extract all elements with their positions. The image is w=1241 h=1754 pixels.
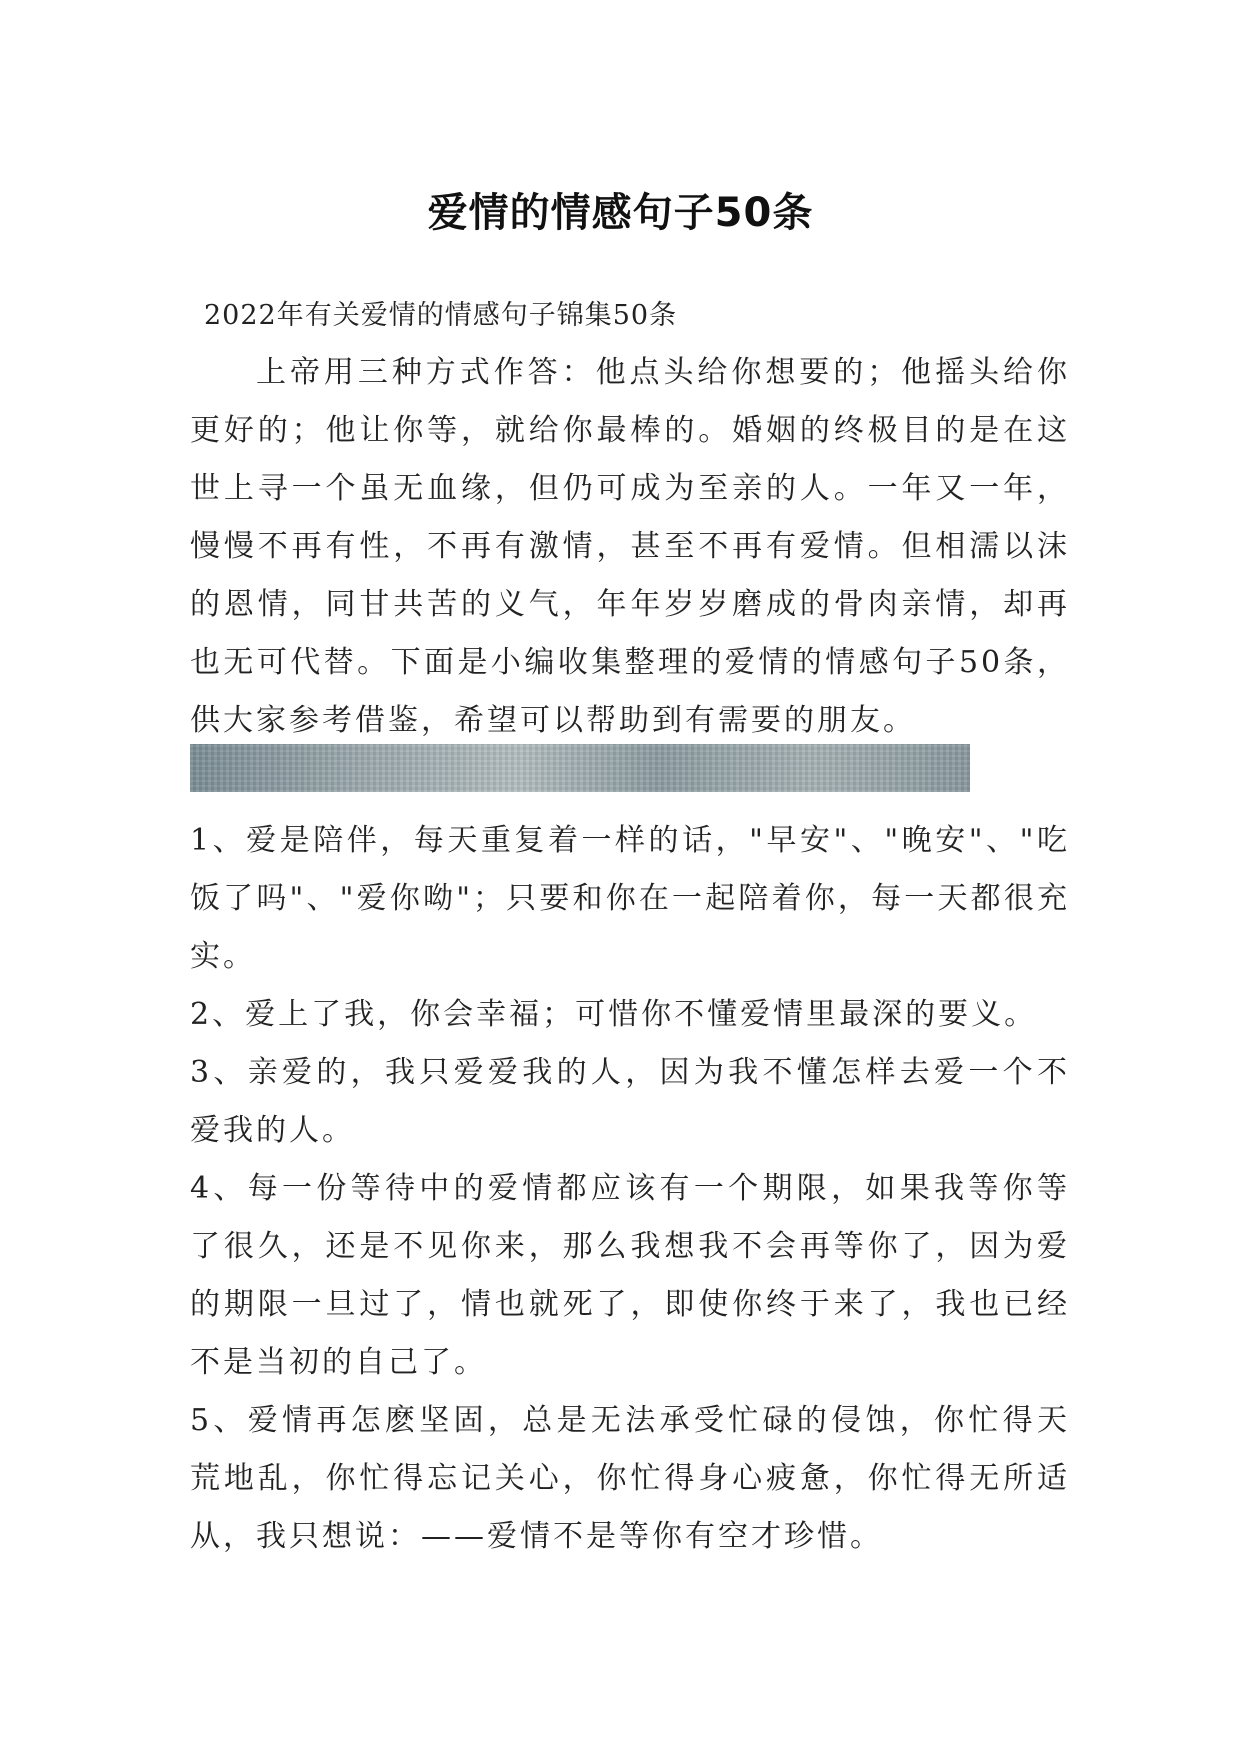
document-title: 爱情的情感句子50条: [427, 189, 814, 236]
quote-list: [190, 812, 1070, 1566]
decorative-banner-image: [190, 744, 970, 792]
list-item: 4、每一份等待中的爱情都应该有一个期限，如果我等你等了很久，还是不见你来，那么我想我不会再等你了，因为爱的期限一旦过了，情也就死了，即使你终于来了，我也已经不是当初的自己了。: [190, 1171, 1070, 1380]
list-item: 5、爱情再怎麽坚固，总是无法承受忙碌的侵蚀，你忙得天荒地乱，你忙得忘记关心，你忙得身心疲惫，你忙得无所适从，我只想说：——爱情不是等你有空才珍惜。: [190, 1403, 1070, 1554]
intro-paragraph: 上帝用三种方式作答：他点头给你想要的；他摇头给你更好的；他让你等，就给你最棒的。婚姻的终极目的是在这世上寻一个虽无血缘，但仍可成为至亲的人。一年又一年，慢慢不再有性，不再有激情，甚至不再有爱情。但相濡以沫的恩情，同甘共苦的义气，年年岁岁磨成的骨肉亲情，却再也无可代替。下面是小编收集整理的爱情的情感句子50条，供大家参考借鉴，希望可以帮助到有需要的朋友。: [190, 355, 1070, 738]
list-item: 3、亲爱的，我只爱爱我的人，因为我不懂怎样去爱一个不爱我的人。: [190, 1055, 1070, 1148]
list-item: 2、爱上了我，你会幸福；可惜你不懂爱情里最深的要义。: [190, 997, 1038, 1032]
list-item: 1、爱是陪伴，每天重复着一样的话，"早安"、"晚安"、"吃饭了吗"、"爱你呦"；只要和你在一起陪着你，每一天都很充实。: [190, 823, 1070, 974]
document-subtitle: 2022年有关爱情的情感句子锦集50条: [204, 300, 678, 331]
